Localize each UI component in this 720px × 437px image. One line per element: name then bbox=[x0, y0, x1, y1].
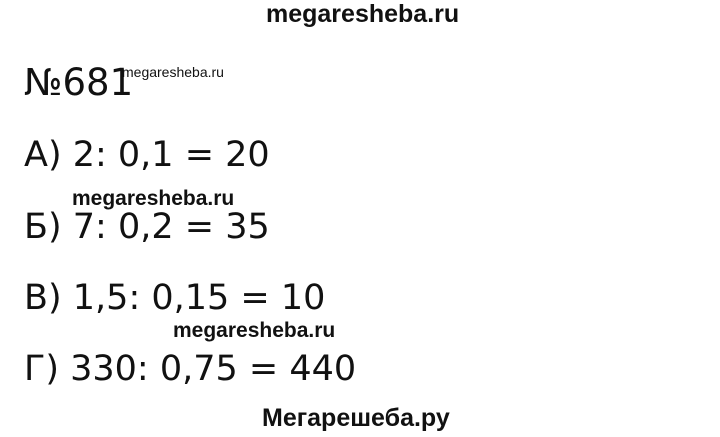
answer-line-a: А) 2: 0,1 = 20 bbox=[24, 135, 270, 175]
site-watermark-middle-2: megaresheba.ru bbox=[173, 319, 336, 342]
site-watermark-top: megaresheba.ru bbox=[266, 0, 460, 28]
site-watermark-bottom: Мегарешеба.ру bbox=[262, 404, 450, 432]
site-watermark-middle-1: megaresheba.ru bbox=[72, 187, 235, 210]
problem-number: №681 bbox=[24, 61, 134, 104]
answer-line-v: В) 1,5: 0,15 = 10 bbox=[24, 278, 326, 318]
site-watermark-superscript: megaresheba.ru bbox=[122, 64, 224, 80]
answer-line-g: Г) 330: 0,75 = 440 bbox=[24, 349, 357, 389]
answer-line-b: Б) 7: 0,2 = 35 bbox=[24, 207, 270, 247]
